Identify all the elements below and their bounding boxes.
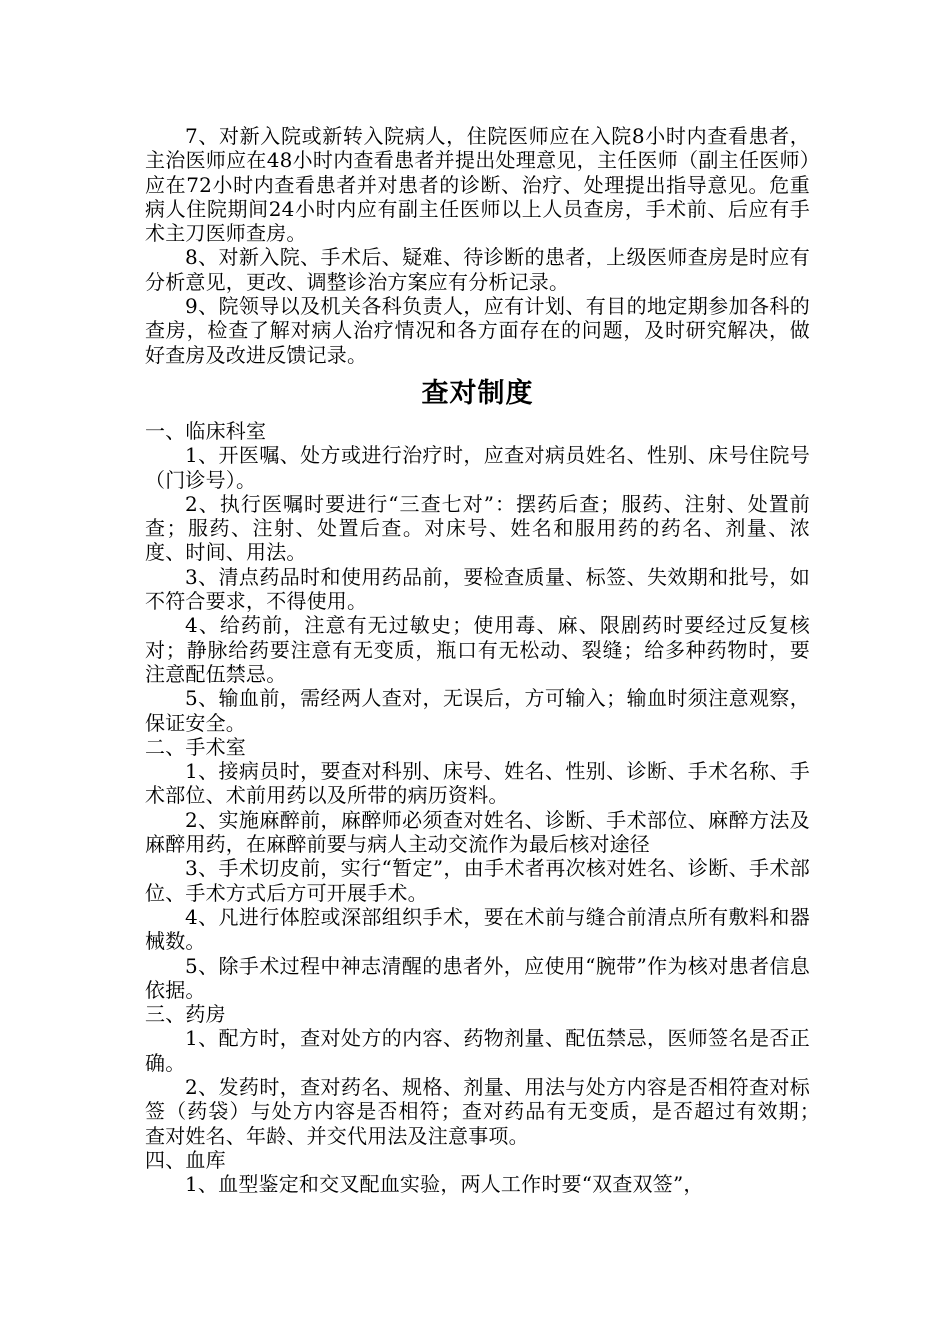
- blood-bank-item-1: 1、血型鉴定和交叉配血实验，两人工作时要“双查双签”，: [185, 1172, 704, 1197]
- document-body: [145, 124, 831, 1197]
- section-heading-pharmacy: 三、药房: [145, 1002, 226, 1027]
- pharmacy-item-2: 2、发药时，查对药名、规格、剂量、用法与处方内容是否相符查对标签（药袋）与处方内容是否相符；查对药品有无变质，是否超过有效期； 查对姓名、年龄、并交代用法及注意事项。: [145, 1074, 831, 1148]
- section-heading-blood-bank: 四、血库: [145, 1147, 226, 1172]
- operating-item-2: 2、实施麻醉前，麻醉师必须查对姓名、诊断、手术部位、麻醉方法及麻醉用药，在麻醉前要与病人主动交流作为最后核对途径: [145, 807, 810, 857]
- section-heading-clinical: 一、临床科室: [145, 418, 267, 443]
- operating-item-3: 3、手术切皮前，实行“暂定”，由手术者再次核对姓名、诊断、手术部位、手术方式后方可开展手术。: [145, 856, 810, 905]
- clinical-item-3: 3、清点药品时和使用药品前，要检查质量、标签、失效期和批号，如不符合要求，不得使用。: [145, 564, 810, 614]
- clinical-item-1: 1、开医嘱、处方或进行治疗时，应查对病员姓名、性别、床号住院号（门诊号）。: [145, 443, 810, 492]
- section-heading-operating-room: 二、手术室: [145, 734, 246, 759]
- operating-item-5: 5、除手术过程中神志清醒的患者外，应使用“腕带”作为核对患者信息依据。: [145, 953, 810, 1002]
- clinical-item-4: 4、给药前，注意有无过敏史；使用毒、麻、限剧药时要经过反复核对；静脉给药要注意有无变质，瓶口有无松动、裂缝；给多种药物时，要注意配伍禁忌。: [145, 613, 810, 686]
- section-title: 查对制度: [421, 377, 534, 409]
- operating-item-1: 1、接病员时，要查对科别、床号、姓名、性别、诊断、手术名称、手术部位、术前用药以及所带的病历资料。: [145, 759, 810, 808]
- clinical-item-5: 5、输血前，需经两人查对，无误后，方可输入；输血时须注意观察，保证安全。: [145, 686, 810, 735]
- operating-item-4: 4、凡进行体腔或深部组织手术，要在术前与缝合前清点所有敷料和器械数。: [145, 904, 810, 954]
- intro-paragraph-7: 7、对新入院或新转入院病人，住院医师应在入院8小时内查看患者，主治医师应在48小时内查看患者并提出处理意见，主任医师（副主任医师）应在72小时内查看患者并对患者的诊断、治疗、处理提出指导意见。危重病人住院期间24小时内应有副主任医师以上人员查房，手术前、后应有手术主刀医师查房。: [145, 124, 810, 246]
- clinical-item-2: 2、执行医嘱时要进行“三查七对”：摆药后查；服药、注射、处置前查；服药、注射、处置后查。对床号、姓名和服用药的药名、剂量、浓度、时间、用法。: [145, 491, 810, 565]
- pharmacy-item-1: 1、配方时，查对处方的内容、药物剂量、配伍禁忌，医师签名是否正确。: [145, 1026, 810, 1075]
- intro-paragraph-8: 8、对新入院、手术后、疑难、待诊断的患者，上级医师查房是时应有分析意见，更改、调整诊治方案应有分析记录。: [145, 245, 810, 294]
- intro-paragraph-9: 9、院领导以及机关各科负责人，应有计划、有目的地定期参加各科的查房，检查了解对病人治疗情况和各方面存在的问题，及时研究解决，做好查房及改进反馈记录。: [145, 294, 810, 367]
